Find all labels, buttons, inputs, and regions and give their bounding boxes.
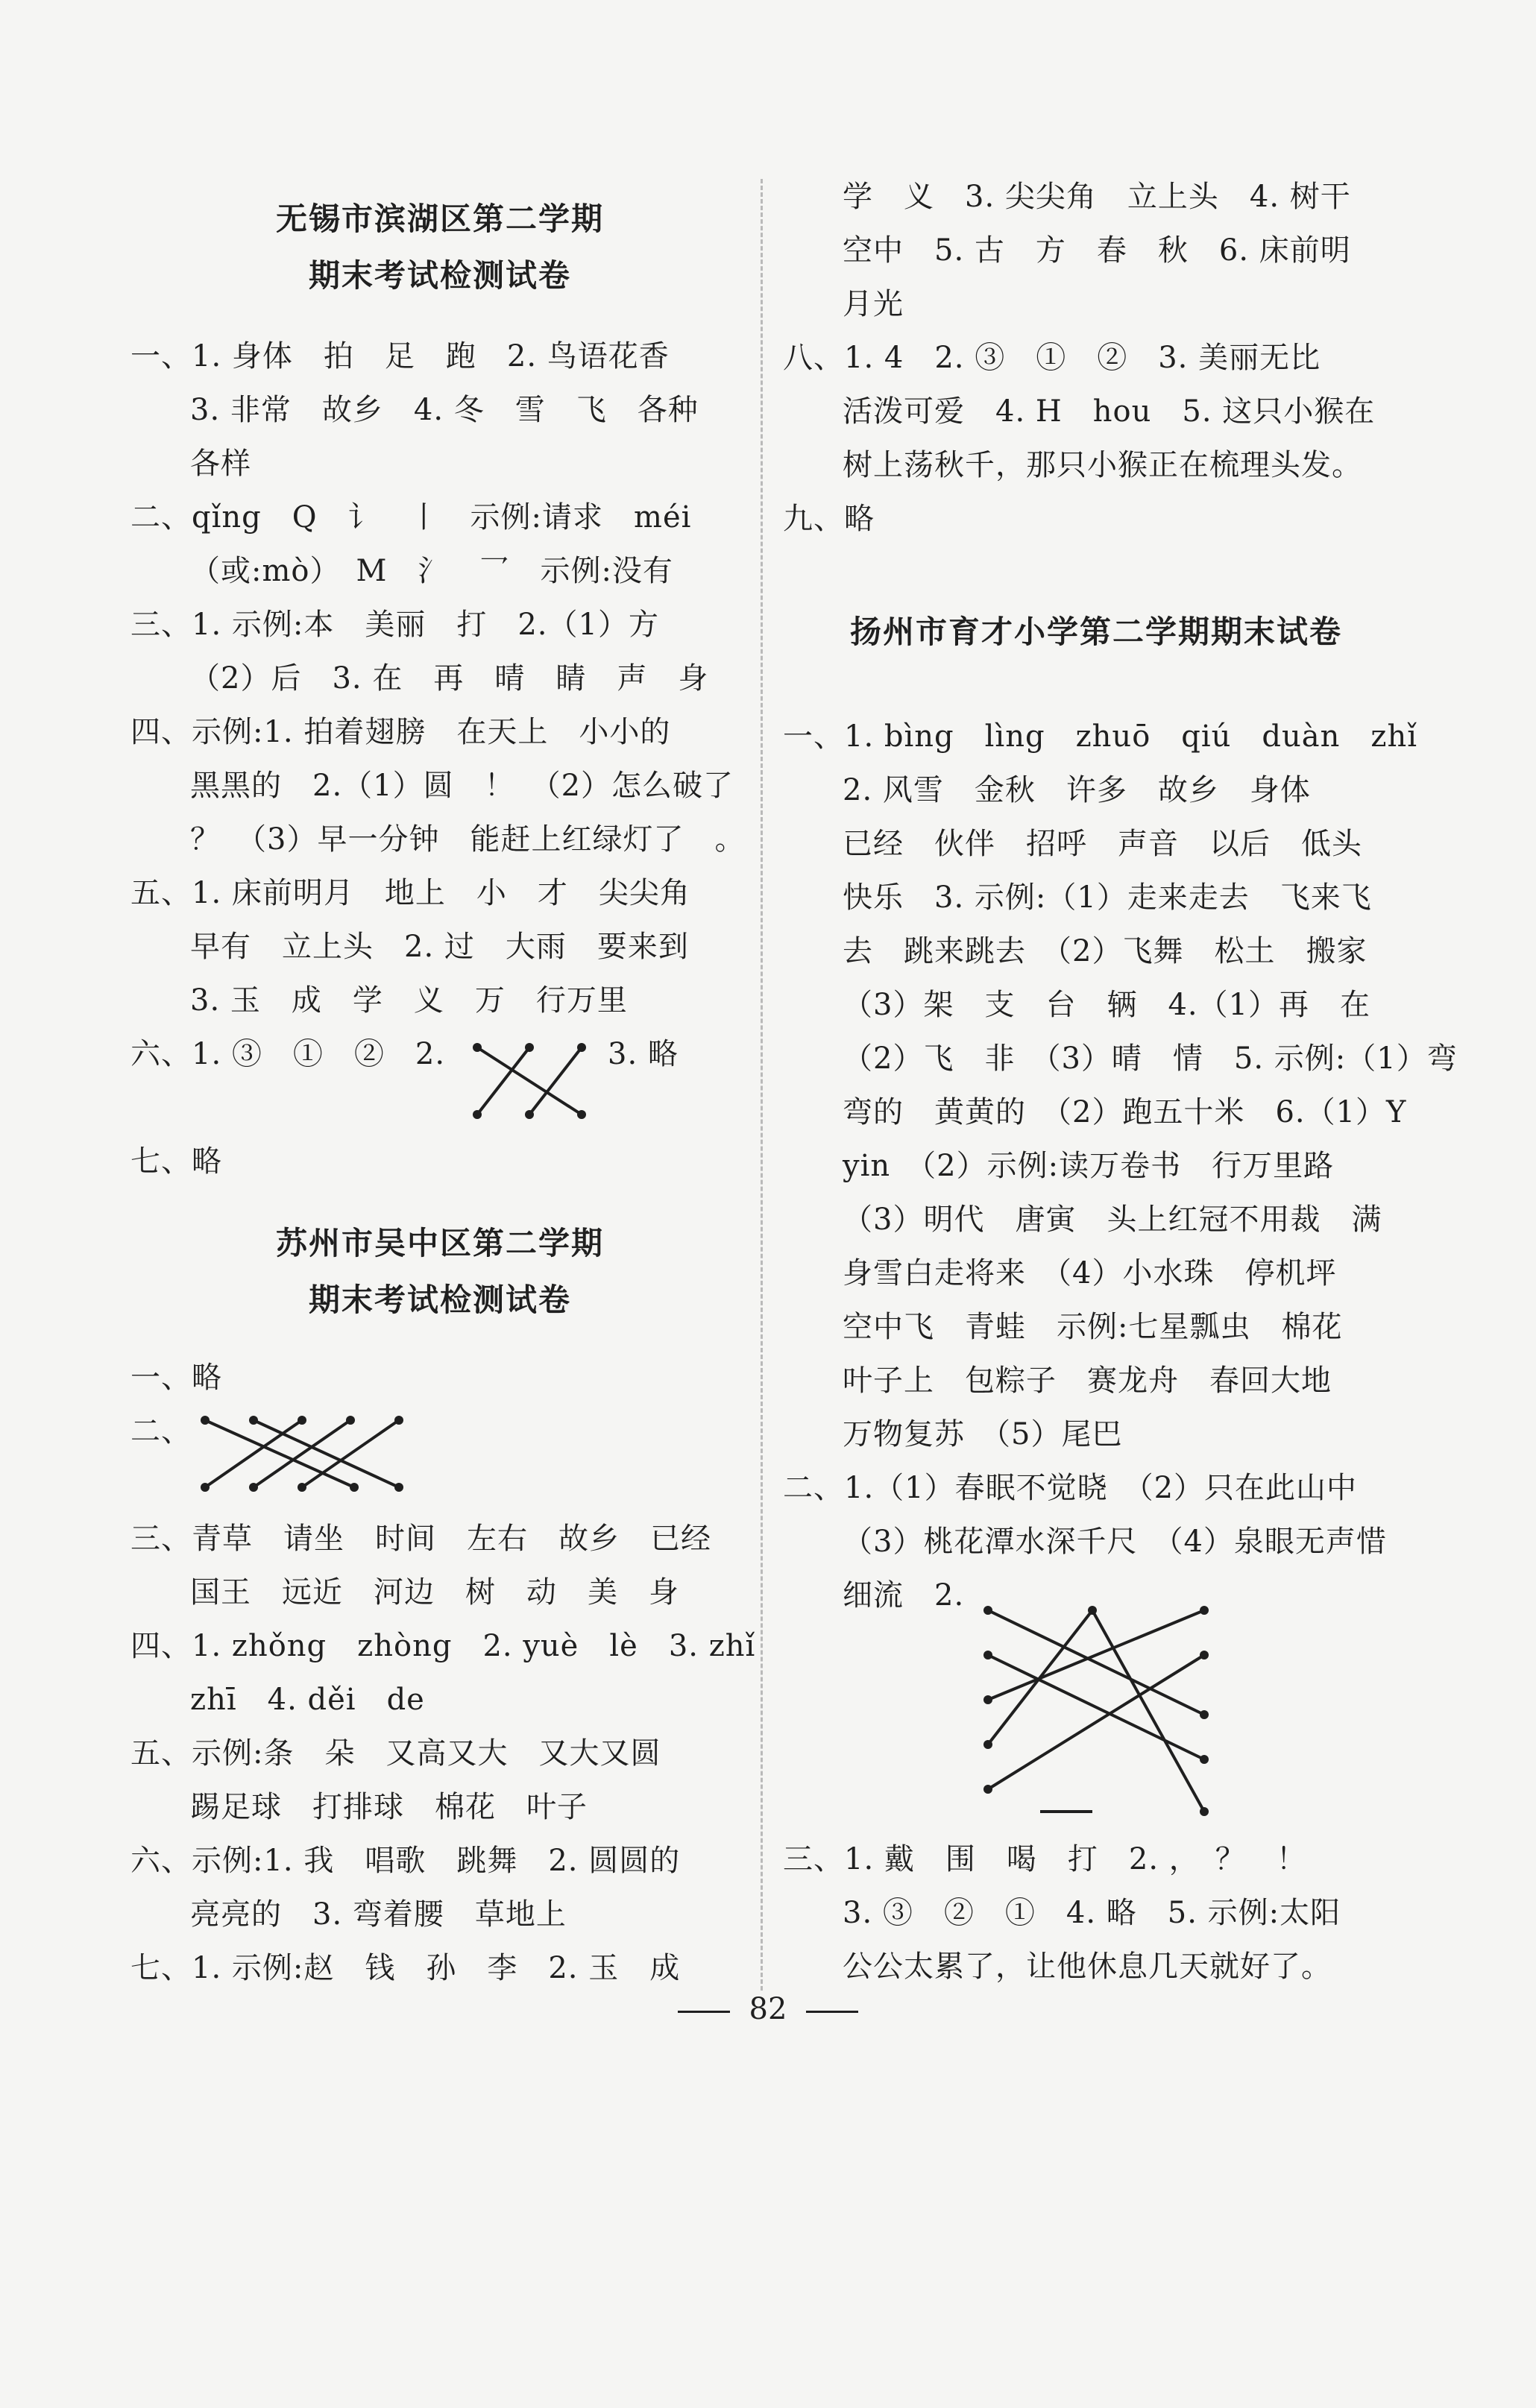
- answer-line: 空中飞 青蛙 示例:七星瓢虫 棉花: [843, 1310, 1343, 1344]
- page-number: 82: [749, 1992, 787, 2026]
- section-title: 扬州市育才小学第二学期期末试卷: [849, 614, 1342, 650]
- answer-line: 万物复苏 （5）尾巴: [843, 1417, 1123, 1452]
- answer-line: 七、略: [130, 1144, 222, 1179]
- answer-line: 活泼可爱 4. H hou 5. 这只小猴在: [843, 394, 1376, 429]
- answer-line: 已经 伙伴 招呼 声音 以后 低头: [843, 827, 1362, 861]
- answer-line: （3）架 支 台 辆 4.（1）再 在: [843, 988, 1371, 1022]
- answer-line: zhī 4. děi de: [190, 1683, 425, 1717]
- answer-line: （2）飞 非 （3）晴 情 5. 示例:（1）弯: [843, 1041, 1458, 1076]
- answer-line: 四、示例:1. 拍着翅膀 在天上 小小的: [130, 715, 671, 749]
- answer-line: 一、1. bìng lìng zhuō qiú duàn zhǐ: [783, 719, 1418, 754]
- answer-line: 六、1. ③ ① ② 2.: [130, 1037, 446, 1071]
- answer-line: 三、1. 戴 围 喝 打 2. ， ？ ！: [783, 1842, 1307, 1876]
- answer-line: 二、: [130, 1414, 192, 1449]
- answer-line: 叶子上 包粽子 赛龙舟 春回大地: [843, 1364, 1332, 1398]
- column-divider: [761, 179, 763, 1991]
- answer-line: 一、略: [130, 1361, 222, 1395]
- answer-line: 九、略: [783, 502, 875, 536]
- answer-line: 黑黑的 2.（1）圆 ！ （2）怎么破了: [190, 769, 734, 803]
- answer-line: 3. 玉 成 学 义 万 行万里: [190, 983, 628, 1018]
- answer-line: 空中 5. 古 方 春 秋 6. 床前明: [843, 233, 1351, 268]
- matching-lines-figure: [981, 1595, 1227, 1834]
- answer-line: 公公太累了，让他休息几天就好了。: [843, 1950, 1332, 1984]
- answer-line: 五、1. 床前明月 地上 小 才 尖尖角: [130, 876, 690, 910]
- answer-line: 国王 远近 河边 树 动 美 身: [190, 1575, 679, 1610]
- answer-line: 七、1. 示例:赵 钱 孙 李 2. 玉 成: [130, 1951, 681, 1985]
- answer-line: 五、示例:条 朵 又高又大 又大又圆: [130, 1736, 661, 1771]
- answer-line: 一、1. 身体 拍 足 跑 2. 鸟语花香: [130, 339, 670, 374]
- answer-line: （或:mò） M 氵 乛 示例:没有: [190, 554, 673, 588]
- answer-line: 六、示例:1. 我 唱歌 跳舞 2. 圆圆的: [130, 1844, 681, 1878]
- answer-line: （3）桃花潭水深千尺 （4）泉眼无声惜: [843, 1525, 1387, 1559]
- answer-line: 2. 风雪 金秋 许多 故乡 身体: [843, 773, 1311, 807]
- answer-line: 月光: [843, 287, 904, 321]
- matching-lines-figure: [470, 1040, 597, 1122]
- matching-lines-figure: [198, 1413, 414, 1495]
- answer-line: （3）明代 唐寅 头上红冠不用裁 满: [843, 1203, 1382, 1237]
- answer-line: ？ （3）早一分钟 能赶上红绿灯了 。: [190, 822, 746, 857]
- footer-dash-right: [806, 2011, 858, 2013]
- section-title: 无锡市滨湖区第二学期: [275, 201, 604, 237]
- answer-line: 树上荡秋千，那只小猴正在梳理头发。: [843, 448, 1362, 482]
- section-title: 苏州市吴中区第二学期: [275, 1225, 604, 1261]
- section-subtitle: 期末考试检测试卷: [308, 1282, 571, 1318]
- answer-line: 踢足球 打排球 棉花 叶子: [190, 1790, 588, 1824]
- answer-line: 弯的 黄黄的 （2）跑五十米 6.（1）Y: [843, 1095, 1407, 1129]
- answer-line: 八、1. 4 2. ③ ① ② 3. 美丽无比: [783, 341, 1321, 375]
- footer-dash-left: [678, 2011, 730, 2013]
- answer-line: 四、1. zhǒng zhòng 2. yuè lè 3. zhǐ: [130, 1629, 756, 1663]
- section-subtitle: 期末考试检测试卷: [308, 257, 571, 294]
- answer-line: yin （2）示例:读万卷书 行万里路: [843, 1149, 1335, 1183]
- answer-line: 3. 非常 故乡 4. 冬 雪 飞 各种: [190, 393, 699, 427]
- answer-line: 3. ③ ② ① 4. 略 5. 示例:太阳: [843, 1896, 1341, 1930]
- answer-line: 去 跳来跳去 （2）飞舞 松土 搬家: [843, 934, 1367, 968]
- answer-line: 三、1. 示例:本 美丽 打 2.（1）方: [130, 608, 659, 642]
- answer-line: 学 义 3. 尖尖角 立上头 4. 树干: [843, 180, 1351, 214]
- answer-line: 细流 2.: [843, 1578, 965, 1613]
- answer-line: 三、青草 请坐 时间 左右 故乡 已经: [130, 1522, 711, 1556]
- answer-line: 快乐 3. 示例:（1）走来走去 飞来飞: [843, 880, 1372, 915]
- answer-line: 3. 略: [608, 1037, 679, 1071]
- answer-line: 亮亮的 3. 弯着腰 草地上: [190, 1897, 567, 1932]
- answer-line: 二、qǐng Q 讠 丨 示例:请求 méi: [130, 500, 692, 535]
- page-number-footer: [0, 1992, 1536, 2026]
- answer-line: （2）后 3. 在 再 晴 睛 声 身: [190, 661, 709, 696]
- answer-line: 身雪白走将来 （4）小水珠 停机坪: [843, 1256, 1337, 1290]
- answer-line: 早有 立上头 2. 过 大雨 要来到: [190, 930, 689, 964]
- answer-line: 二、1.（1）春眠不觉晓 （2）只在此山中: [783, 1471, 1358, 1505]
- answer-line: 各样: [190, 447, 251, 481]
